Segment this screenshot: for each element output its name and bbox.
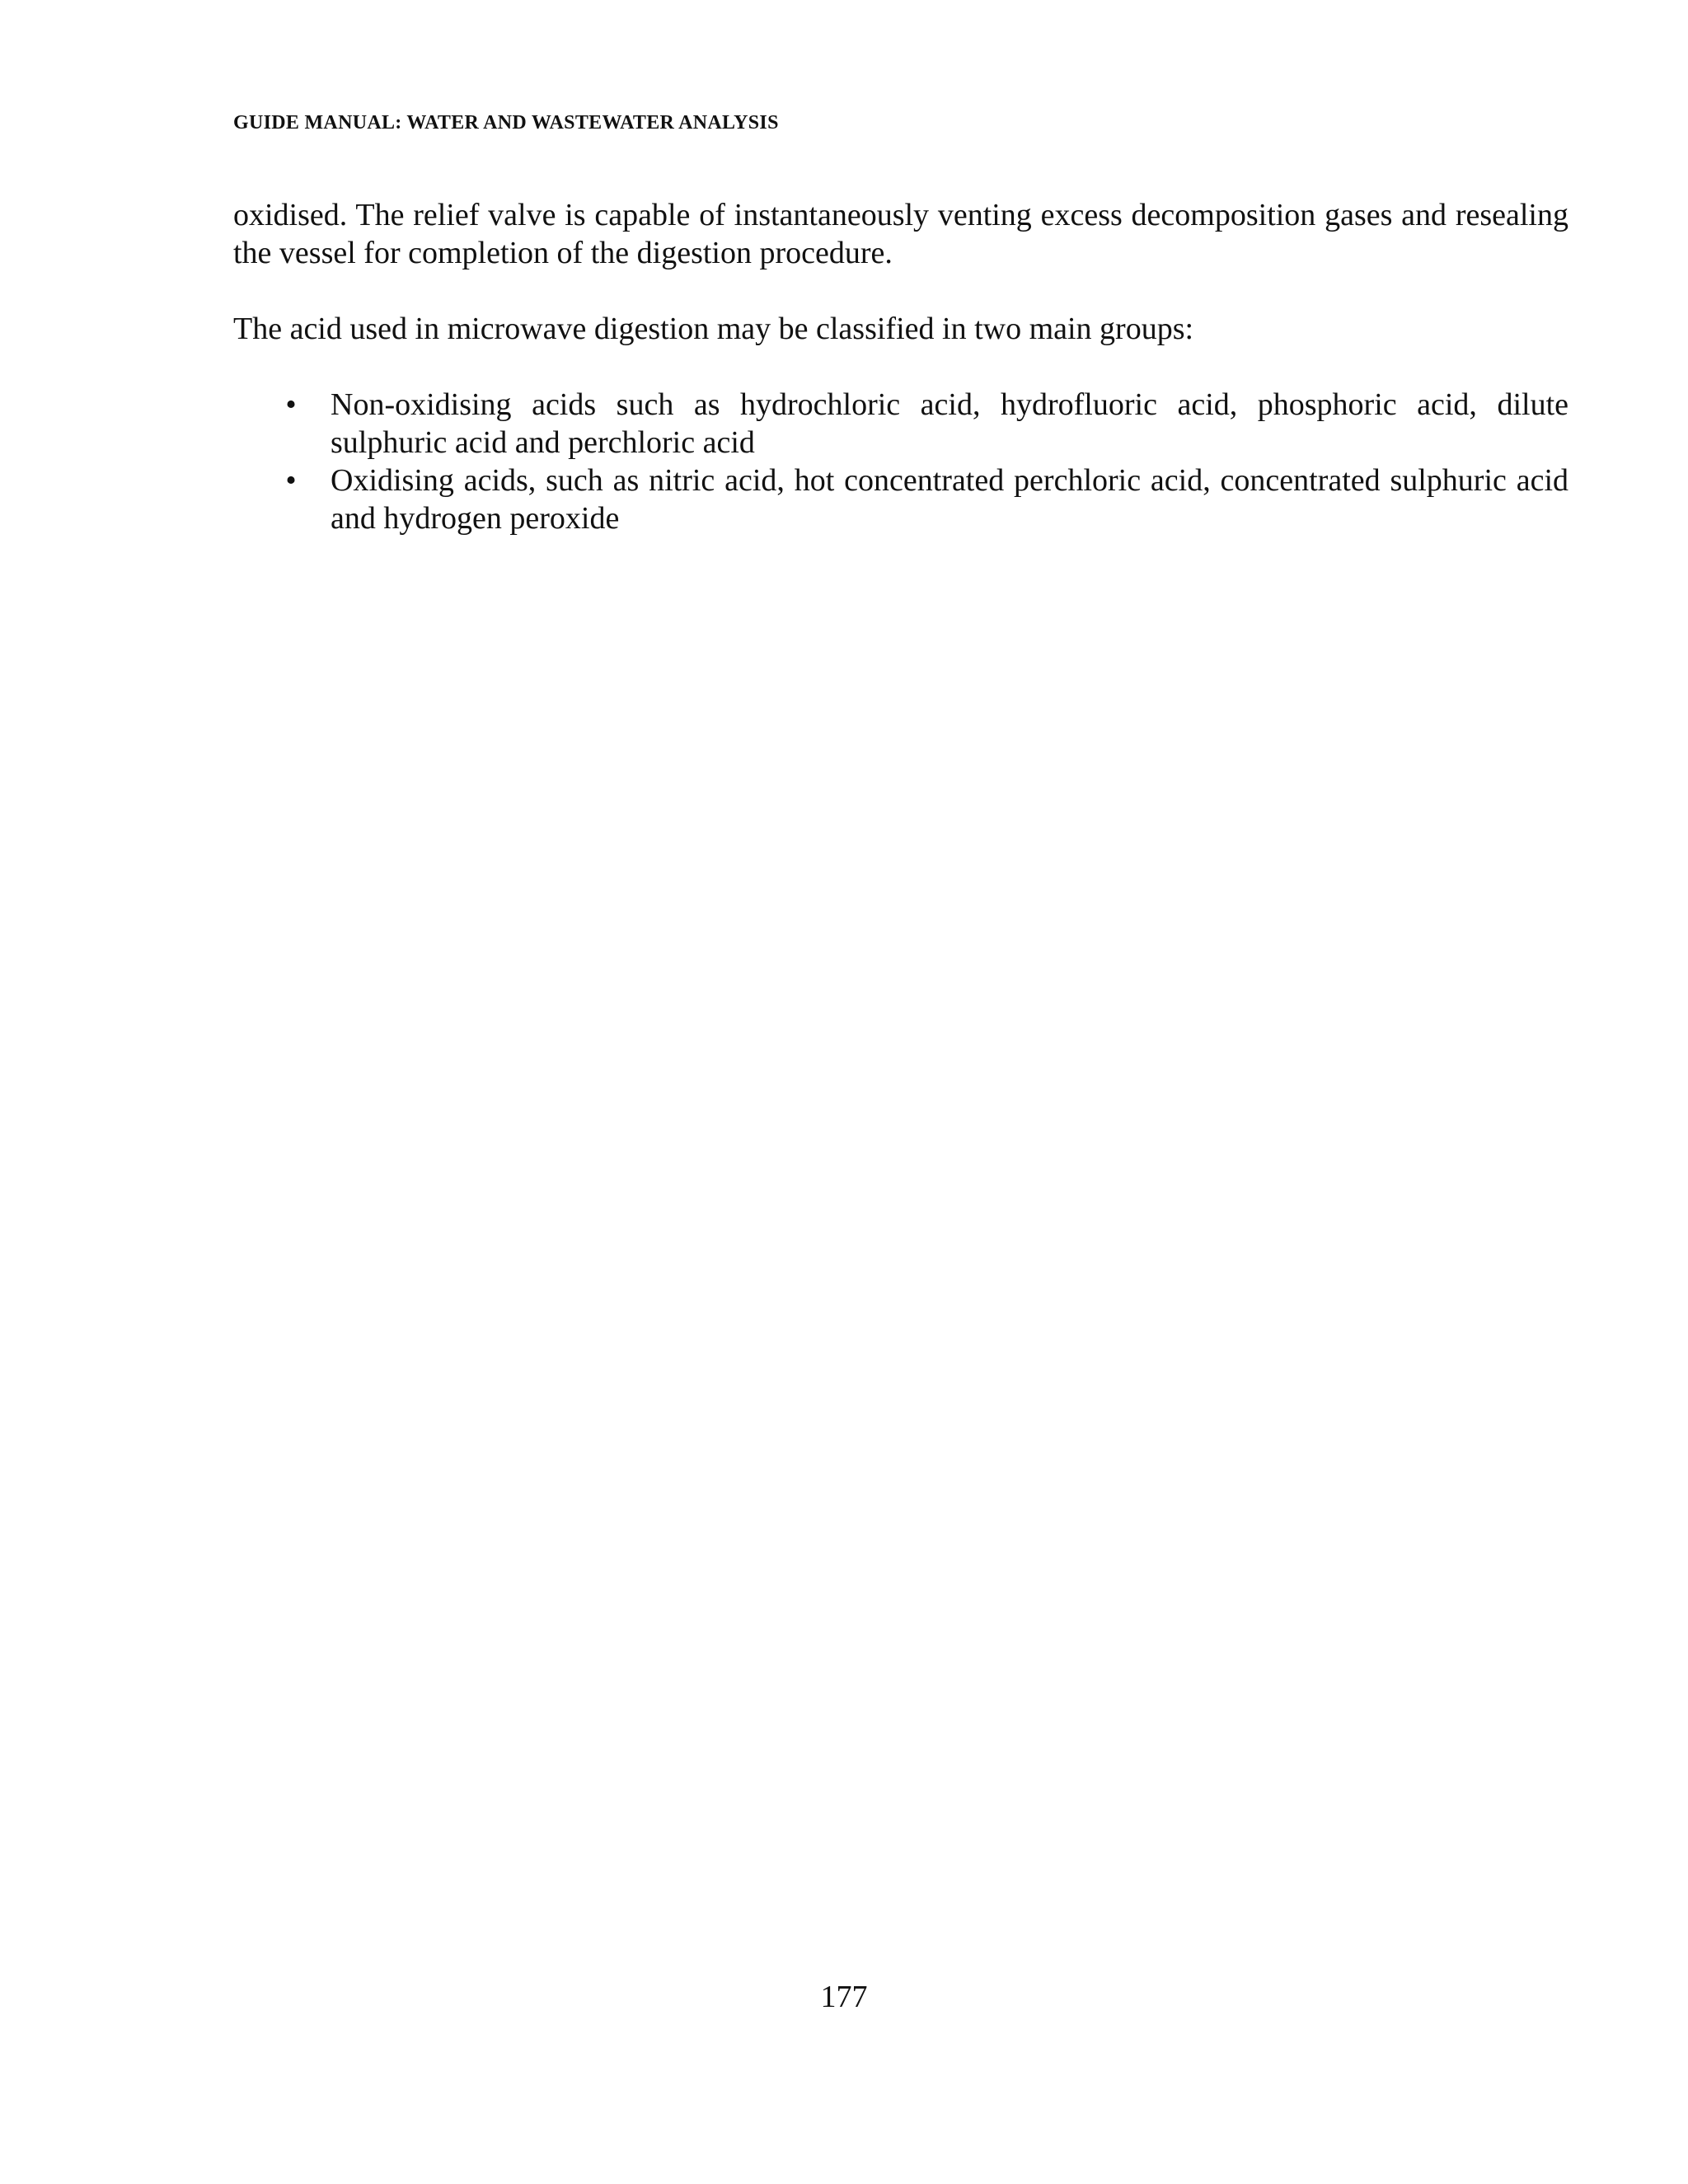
bullet-icon: •	[285, 463, 297, 498]
bullet-text: Oxidising acids, such as nitric acid, hot concentrated perchloric acid, concentrated sulphuric acid and hydrogen peroxide	[331, 463, 1568, 536]
bullet-list-item	[233, 462, 1568, 537]
body-paragraph: The acid used in microwave digestion may be classified in two main groups:	[233, 312, 1194, 346]
bullet-list	[233, 386, 1568, 537]
bullet-icon: •	[285, 387, 297, 422]
bullet-list-item	[233, 386, 1568, 462]
page-number: 177	[820, 1980, 868, 2014]
running-header: GUIDE MANUAL: WATER AND WASTEWATER ANALYSIS	[233, 112, 779, 134]
body-paragraph: oxidised. The relief valve is capable of instantaneously venting excess decomposition gases and resealing the vessel for completion of the digestion procedure.	[233, 198, 1568, 270]
bullet-text: Non-oxidising acids such as hydrochloric acid, hydrofluoric acid, phosphoric acid, dilute sulphuric acid and perchloric acid	[331, 387, 1568, 460]
